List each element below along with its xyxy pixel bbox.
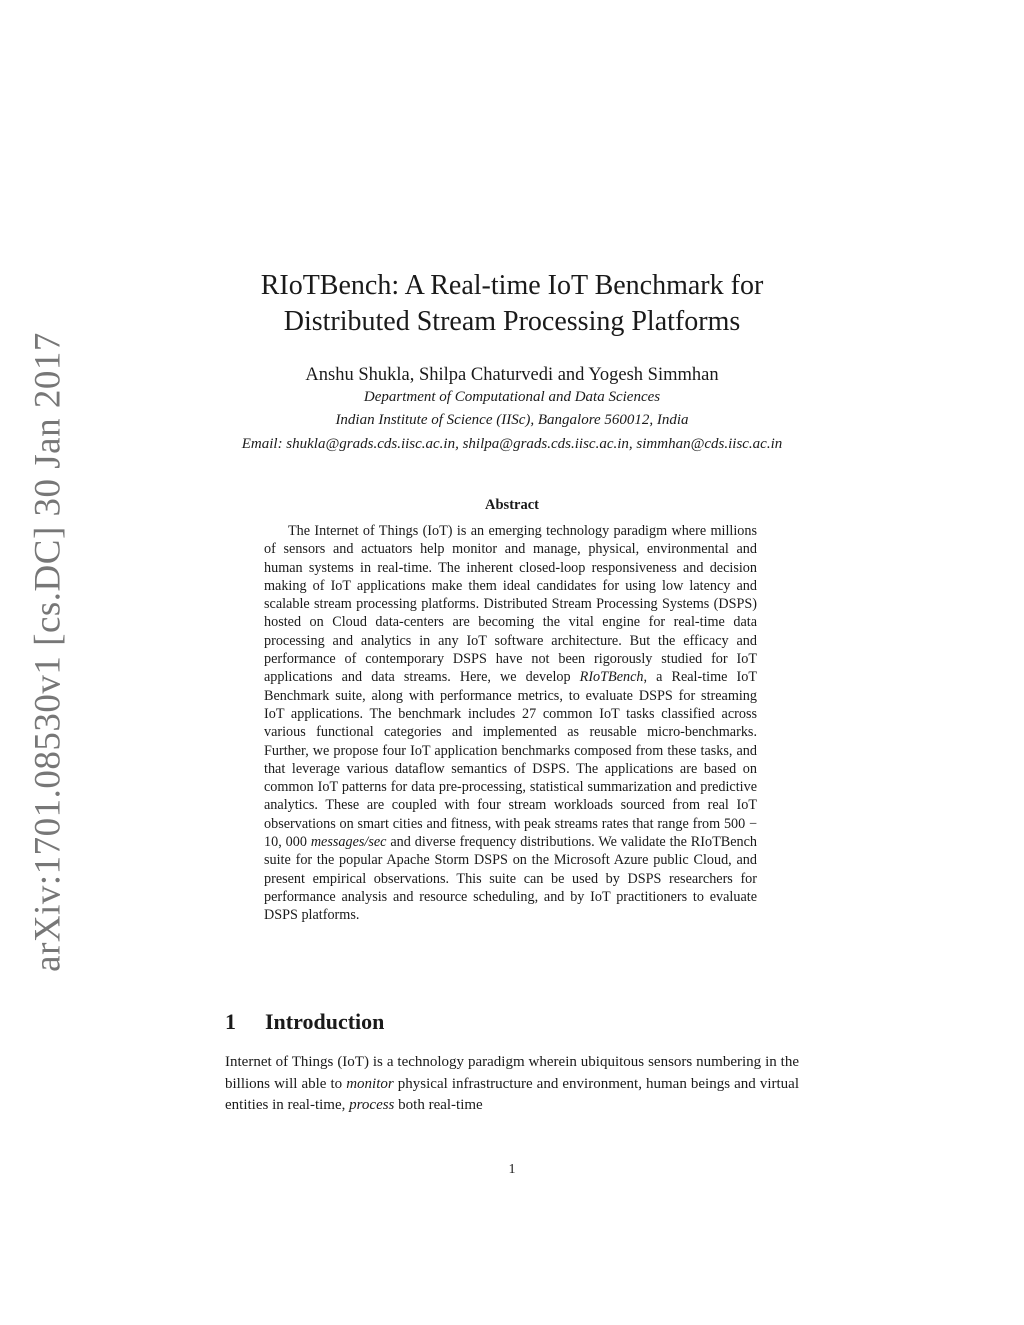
intro-text-2: physical infrastructure and environment, human beings and virtual entities in real-time,	[225, 1075, 799, 1113]
institute: Indian Institute of Science (IISc), Bangalore 560012, India	[335, 412, 689, 428]
abstract-emphasis-benchmark: RIoTBench	[579, 669, 644, 686]
page-number: 1	[508, 1162, 516, 1177]
section-heading	[225, 1009, 384, 1035]
abstract-text-3: and diverse frequency distributions. We validate the RIoTBench suite for the popular Apache Storm DSPS on the Microsoft Azure public Cloud, and present empirical observations. This suite can be used by DSPS researchers for performance analysis and resource scheduling, and by IoT practitioners to evaluate DSPS platforms.	[264, 834, 758, 924]
abstract-heading: Abstract	[485, 497, 539, 513]
intro-emphasis-monitor: monitor	[346, 1075, 394, 1092]
paper-title	[160, 268, 864, 340]
department: Department of Computational and Data Sciences	[363, 389, 661, 405]
title-line-1: RIoTBench: A Real-time IoT Benchmark for	[260, 270, 764, 301]
intro-paragraph	[225, 1052, 799, 1117]
abstract-text-1: The Internet of Things (IoT) is an emerging technology paradigm where millions of sensors and actuators help monitor and manage, physical, environmental and human systems in real-time. The inherent closed-loop responsiveness and decision making of IoT applications make them ideal candidates for using low latency and scalable stream processing platforms. Distributed Stream Processing Systems (DSPS) hosted on Cloud data-centers are becoming the vital engine for real-time data processing and analytics in any IoT software architecture. But the efficacy and performance of contemporary DSPS have not been rigorously studied for IoT applications and data streams. Here, we develop	[264, 523, 757, 686]
abstract-text-2: , a Real-time IoT Benchmark suite, along with performance metrics, to evaluate DSPS for streaming IoT applications. The benchmark includes 27 common IoT tasks classified across various functional categories and implemented as reusable micro-benchmarks. Further, we propose four IoT application benchmarks composed from these tasks, and that leverage various dataflow semantics of DSPS. The applications are based on common IoT patterns for data pre-processing, statistical summarization and predictive analytics. These are coupled with four stream workloads sourced from real IoT observations on smart cities and fitness, with peak streams rates that range from 500 − 10, 000	[264, 669, 757, 851]
section-title: Introduction	[265, 1009, 385, 1034]
abstract-emphasis-rate-unit: messages/sec	[310, 834, 387, 851]
title-line-2: Distributed Stream Processing Platforms	[283, 306, 741, 337]
abstract-body	[264, 522, 757, 925]
arxiv-identifier-stamp: arXiv:1701.08530v1 [cs.DC] 30 Jan 2017	[27, 332, 69, 972]
email-line: Email: shukla@grads.cds.iisc.ac.in, shilpa@grads.cds.iisc.ac.in, simmhan@cds.iisc.ac.in	[241, 436, 783, 452]
author-list: Anshu Shukla, Shilpa Chaturvedi and Yogesh Simmhan	[305, 365, 719, 385]
section-number: 1	[225, 1009, 236, 1034]
intro-emphasis-process: process	[349, 1097, 395, 1113]
intro-text-3: both real-time	[394, 1097, 483, 1113]
intro-text-1: Internet of Things (IoT) is a technology paradigm wherein ubiquitous sensors numbering in the billions will able to	[225, 1054, 799, 1092]
